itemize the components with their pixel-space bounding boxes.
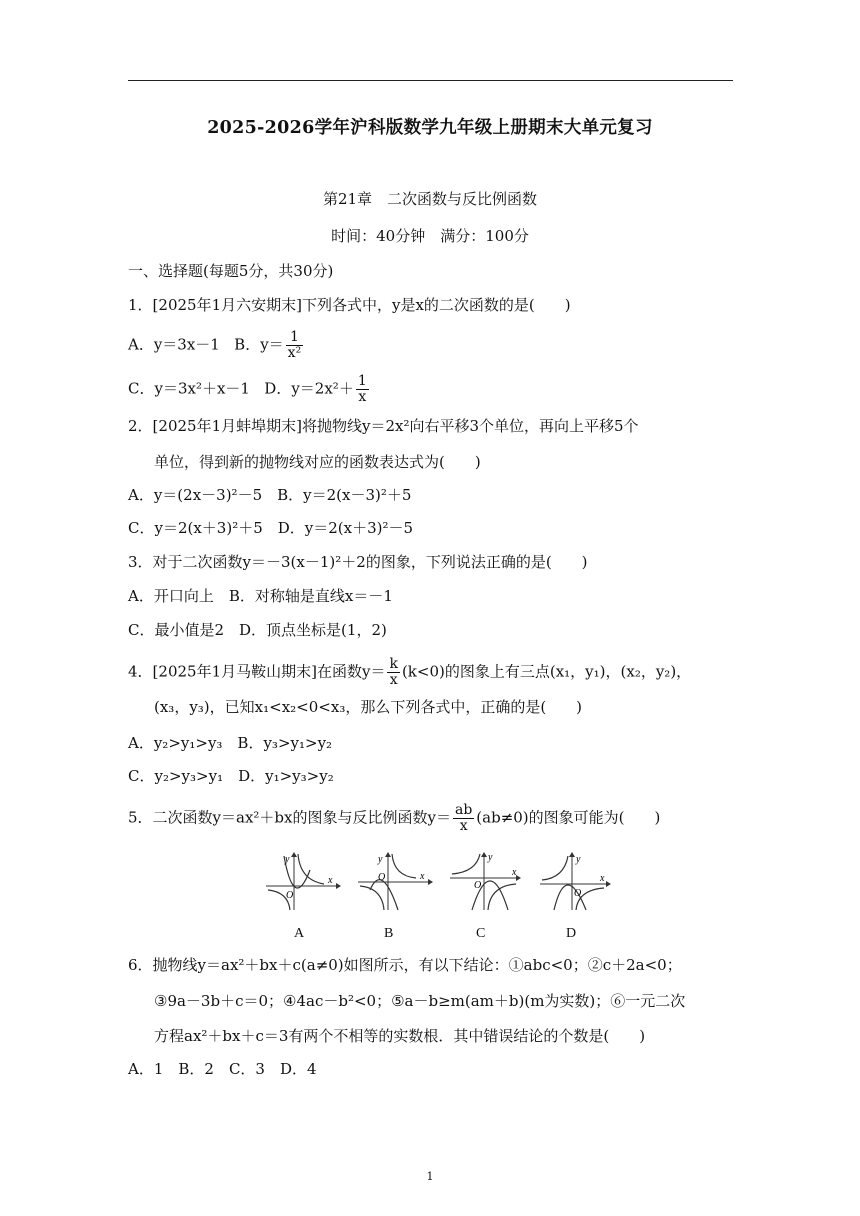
question-6-options: A．1 B．2 C．3 D．4	[128, 1060, 317, 1078]
q5-graph-label-b: B	[384, 926, 394, 941]
question-1-options-cd	[128, 374, 371, 405]
question-6-line-3: 方程ax²＋bx＋c＝3有两个不相等的实数根．其中错误结论的个数是( )	[154, 1027, 646, 1045]
q5-graph-label-c: C	[476, 926, 486, 941]
question-3-stem: 3．对于二次函数y＝－3(x－1)²＋2的图象，下列说法正确的是( )	[128, 553, 588, 571]
question-3-options-cd: C．最小值是2 D．顶点坐标是(1，2)	[128, 621, 387, 639]
svg-text:y: y	[576, 854, 581, 865]
q5-graph-b	[354, 850, 434, 912]
svg-text:O: O	[286, 890, 294, 901]
svg-text:y: y	[285, 854, 290, 865]
question-2-options-cd: C．y＝2(x＋3)²＋5 D．y＝2(x＋3)²－5	[128, 519, 414, 537]
q5-graph-d	[536, 850, 616, 912]
svg-text:x: x	[420, 871, 425, 882]
svg-text:y: y	[378, 854, 383, 865]
question-1-stem: 1．[2025年1月六安期末]下列各式中，y是x的二次函数的是( )	[128, 296, 571, 314]
q1-option-c: C．y＝3x²＋x－1	[128, 379, 250, 398]
question-6-line-1: 6．抛物线y＝ax²＋bx＋c(a≠0)如图所示，有以下结论：①abc<0；②c＋2a<0；	[128, 956, 682, 974]
q5-graph-label-a: A	[294, 926, 305, 941]
section-heading: 一、选择题(每题5分，共30分)	[128, 262, 334, 280]
q1-option-b-fraction: $\frac{1}{\text{x²}}$	[287, 329, 302, 361]
q5-graph-a	[262, 850, 342, 912]
svg-text:O: O	[474, 880, 482, 891]
question-4-options-ab: A．y₂>y₁>y₃ B．y₃>y₁>y₂	[128, 734, 333, 752]
q5-graph-c	[446, 850, 526, 912]
svg-text:x: x	[600, 873, 605, 884]
q4-fraction: $\frac{k}{x}$	[389, 656, 398, 688]
svg-text:x: x	[328, 875, 333, 886]
exam-info: 时间：40分钟 满分：100分	[331, 227, 529, 245]
q1-option-d-fraction: $\frac{1}{x}$	[357, 373, 367, 405]
chapter-title: 第21章 二次函数与反比例函数	[322, 190, 538, 208]
question-2-options-ab: A．y＝(2x－3)²－5 B．y＝2(x－3)²＋5	[128, 486, 412, 504]
question-6-line-2: ③9a－3b＋c＝0；④4ac－b²<0；⑤a－b≥m(am＋b)(m为实数)；⑥一元二次	[154, 992, 686, 1010]
question-2-line-1: 2．[2025年1月蚌埠期末]将抛物线y＝2x²向右平移3个单位，再向上平移5个	[128, 417, 639, 435]
q5-fraction: $\frac{ab}{x}$	[454, 802, 473, 834]
page-title: 2025-2026学年沪科版数学九年级上册期末大单元复习	[207, 118, 653, 138]
svg-text:O: O	[574, 888, 582, 899]
question-3-options-ab: A．开口向上 B．对称轴是直线x＝－1	[128, 587, 393, 605]
svg-text:O: O	[378, 872, 386, 883]
page-number: 1	[426, 1170, 434, 1183]
svg-text:y: y	[488, 852, 493, 863]
q1-option-b-prefix: B．y＝	[234, 335, 284, 354]
question-4-line-1: 4．[2025年1月马鞍山期末]在函数y＝ $\frac{k}{x}$ (k<0)的图象上有三点(x₁，y₁)，(x₂，y₂)，	[128, 656, 692, 688]
question-5-stem: 5．二次函数y＝ax²＋bx的图象与反比例函数y＝ $\frac{ab}{x}$ (ab≠0)的图象可能为( )	[128, 802, 661, 834]
question-2-line-2: 单位，得到新的抛物线对应的函数表达式为( )	[154, 453, 481, 471]
question-4-line-2: (x₃，y₃)，已知x₁<x₂<0<x₃，那么下列各式中，正确的是( )	[154, 698, 583, 716]
q1-option-d-prefix: D．y＝2x²＋	[264, 379, 354, 398]
q5-graph-label-d: D	[566, 926, 577, 941]
q1-option-a: A．y＝3x－1	[128, 335, 220, 354]
question-1-options-ab	[128, 330, 305, 361]
header-rule	[128, 80, 733, 81]
question-4-options-cd: C．y₂>y₃>y₁ D．y₁>y₃>y₂	[128, 767, 334, 785]
svg-text:x: x	[512, 867, 517, 878]
